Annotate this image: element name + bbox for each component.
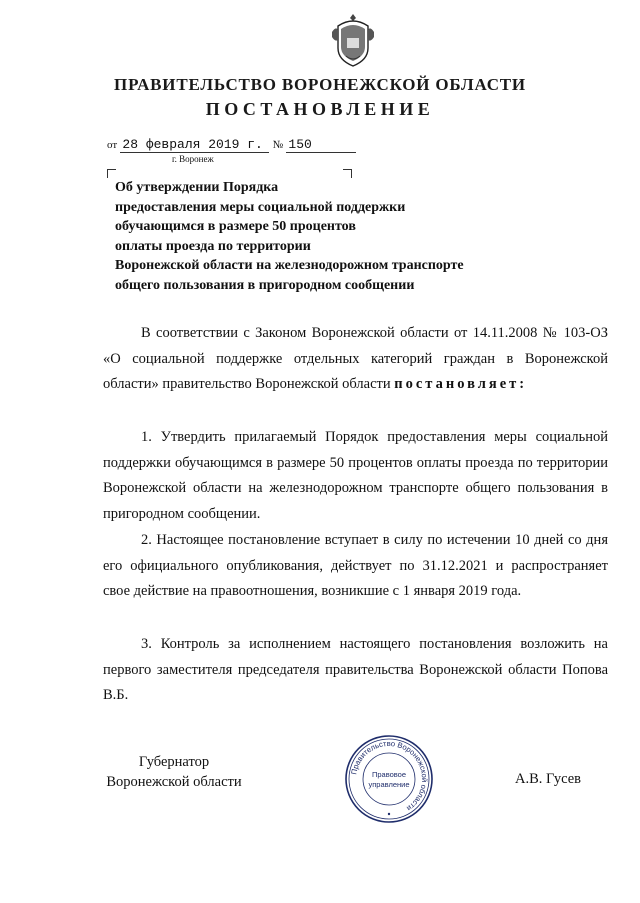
position-line: Губернатор <box>138 754 210 770</box>
official-stamp <box>344 734 434 824</box>
coat-of-arms-emblem <box>330 12 376 68</box>
date-prefix: от <box>107 139 118 151</box>
signatory-position <box>103 752 245 792</box>
subject-line: Воронежской области на железнодорожном транспорте <box>115 258 464 273</box>
date-number-line <box>107 136 356 153</box>
decree-word: постановляет: <box>394 376 528 392</box>
document-date: 28 февраля 2019 г. <box>120 137 269 153</box>
number-prefix: № <box>272 139 284 151</box>
item-1-paragraph <box>103 425 608 527</box>
item-3-paragraph <box>103 632 608 709</box>
stamp-ring-text: Правительство Воронежской области <box>349 738 430 813</box>
item-3-text: 3. Контроль за исполнением настоящего постановления возложить на первого заместителя председателя правительства Воронежской области Попова В.Б. <box>103 636 608 703</box>
city-label: г. Воронеж <box>172 154 214 164</box>
item-2-text: 2. Настоящее постановление вступает в силу по истечении 10 дней со дня его официального опубликования, действует по 31.12.2021 и распространяет свое действие на правоотношения, возникшие с 1 января 2019 года. <box>103 532 608 599</box>
subject-line: оплаты проезда по территории <box>115 238 311 254</box>
government-title: ПРАВИТЕЛЬСТВО ВОРОНЕЖСКОЙ ОБЛАСТИ <box>114 75 526 94</box>
preamble-paragraph <box>103 321 608 398</box>
position-line: Воронежской области <box>106 774 242 790</box>
document-number: 150 <box>286 137 356 153</box>
item-1-text: 1. Утвердить прилагаемый Порядок предоставления меры социальной поддержки обучающимся в размере 50 процентов оплаты проезда по территории Воронежской области на железнодорожном транспорте общего пользования в пригородном сообщении. <box>103 429 608 522</box>
subject-line: предоставления меры социальной поддержки <box>115 199 406 215</box>
document-type-title: ПОСТАНОВЛЕНИЕ <box>205 99 435 119</box>
document-subject <box>115 178 535 295</box>
stamp-center-line: управление <box>368 780 410 789</box>
stamp-center-line: Правовое <box>371 770 407 779</box>
subject-line: Об утверждении Порядка <box>115 180 279 195</box>
preamble-text: В соответствии с Законом Воронежской области от 14.11.2008 № 103-ОЗ «О социальной поддержке отдельных категорий граждан в Воронежской области» правительство Воронежской области <box>103 325 608 392</box>
item-2-paragraph <box>103 528 608 605</box>
subject-corner-mark-left <box>107 169 116 178</box>
subject-corner-mark-right <box>343 169 352 178</box>
signatory-name: А.В. Гусев <box>515 771 581 787</box>
subject-line: общего пользования в пригородном сообщении <box>115 277 415 293</box>
subject-line: обучающимся в размере 50 процентов <box>115 219 356 234</box>
